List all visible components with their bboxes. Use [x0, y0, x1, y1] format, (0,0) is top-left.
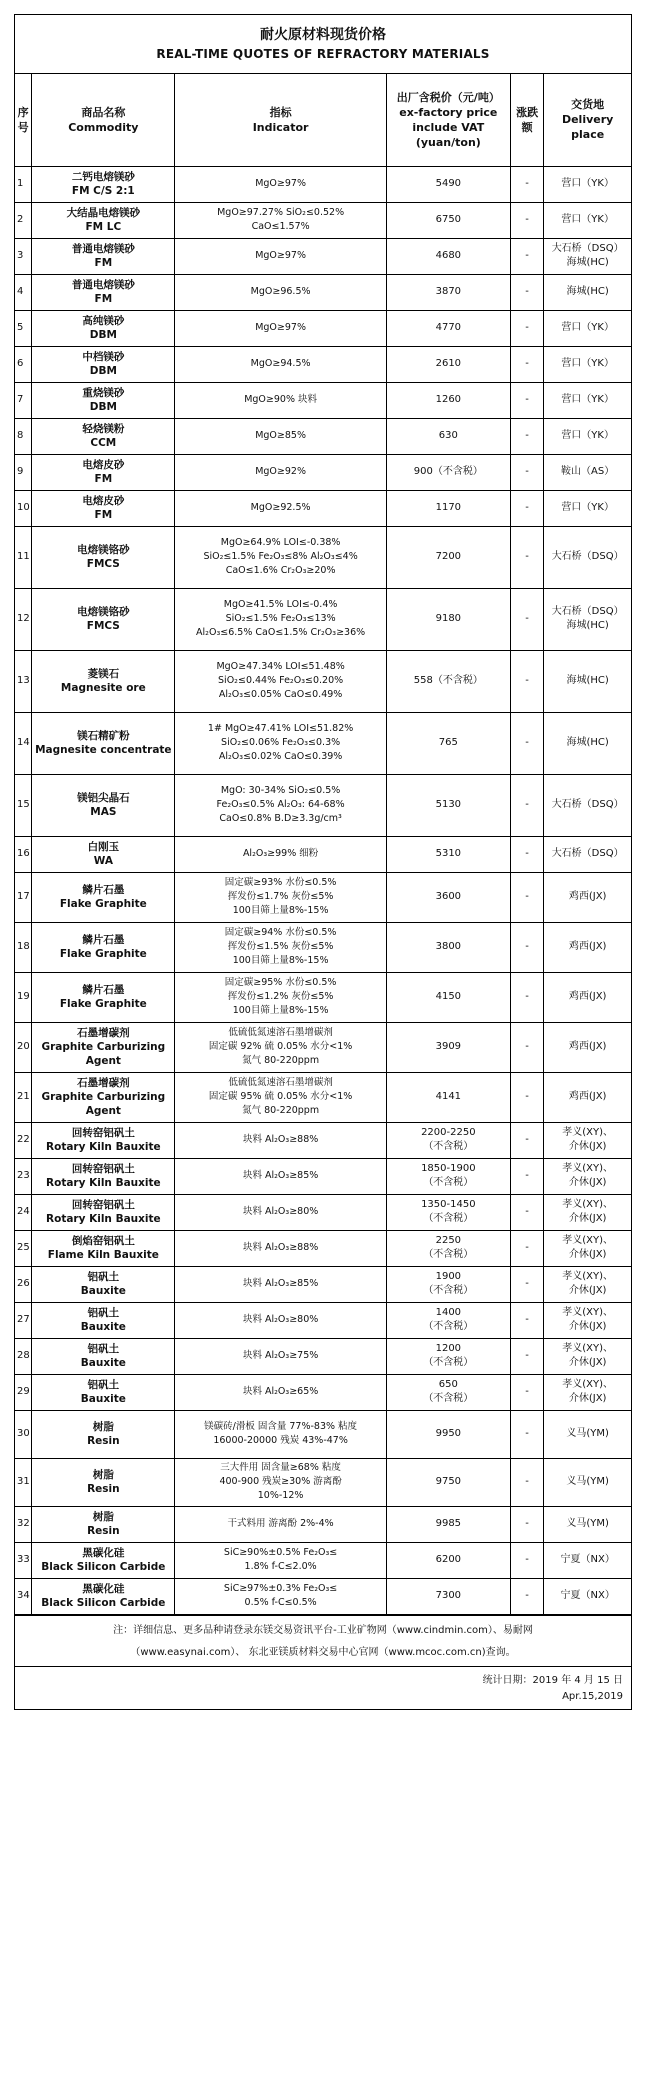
indicator: MgO≥64.9% LOI≤-0.38% SiO₂≤1.5% Fe₂O₃≤8% Al₂O₃≤4% CaO≤1.6% Cr₂O₃≥20% [175, 526, 386, 588]
price: 765 [386, 712, 510, 774]
footer-note [15, 1615, 631, 1666]
header-change: 涨跌 额 [510, 74, 543, 166]
table-row [15, 238, 631, 274]
price-change: - [510, 1458, 543, 1506]
price-change: - [510, 1578, 543, 1614]
row-number: 24 [15, 1194, 32, 1230]
indicator: MgO≥97% [175, 166, 386, 202]
delivery-place: 孝义(XY)、 介休(JX) [544, 1158, 631, 1194]
commodity-name: 黑碳化硅 Black Silicon Carbide [32, 1542, 175, 1578]
price-change: - [510, 1542, 543, 1578]
delivery-place: 大石桥（DSQ） [544, 774, 631, 836]
indicator: 固定碳≥94% 水份≤0.5% 挥发份≤1.5% 灰份≤5% 100目筛上量8%-15% [175, 922, 386, 972]
delivery-place: 营口（YK） [544, 202, 631, 238]
price-change: - [510, 1338, 543, 1374]
table-row [15, 712, 631, 774]
price: 9750 [386, 1458, 510, 1506]
commodity-name: 菱镁石 Magnesite ore [32, 650, 175, 712]
price: 7300 [386, 1578, 510, 1614]
table-row [15, 1542, 631, 1578]
indicator: 块料 Al₂O₃≥80% [175, 1194, 386, 1230]
row-number: 32 [15, 1506, 32, 1542]
price: 1350-1450 （不含税） [386, 1194, 510, 1230]
indicator: 块料 Al₂O₃≥85% [175, 1158, 386, 1194]
commodity-name: 电熔镁铬砂 FMCS [32, 526, 175, 588]
price-change: - [510, 346, 543, 382]
indicator: SiC≥90%±0.5% Fe₂O₃≤ 1.8% f-C≤2.0% [175, 1542, 386, 1578]
price: 1260 [386, 382, 510, 418]
footer-line-1: 注：详细信息、更多品种请登录东镁交易资讯平台-工业矿物网（www.cindmin.com）、易耐网 [113, 1624, 533, 1636]
price-change: - [510, 836, 543, 872]
row-number: 31 [15, 1458, 32, 1506]
price: 2610 [386, 346, 510, 382]
row-number: 11 [15, 526, 32, 588]
commodity-name: 石墨增碳剂 Graphite Carburizing Agent [32, 1022, 175, 1072]
delivery-place: 大石桥（DSQ） [544, 526, 631, 588]
delivery-place: 鸡西(JX) [544, 872, 631, 922]
table-row [15, 526, 631, 588]
commodity-name: 电熔镁铬砂 FMCS [32, 588, 175, 650]
row-number: 9 [15, 454, 32, 490]
row-number: 30 [15, 1410, 32, 1458]
commodity-name: 树脂 Resin [32, 1458, 175, 1506]
indicator: MgO≥97.27% SiO₂≤0.52% CaO≤1.57% [175, 202, 386, 238]
delivery-place: 大石桥（DSQ） [544, 836, 631, 872]
price-change: - [510, 588, 543, 650]
footer-line-2: （www.easynai.com）、 东北亚镁质材料交易中心官网（www.mcoc.com.cn)查询。 [130, 1646, 516, 1658]
row-number: 28 [15, 1338, 32, 1374]
row-number: 3 [15, 238, 32, 274]
row-number: 8 [15, 418, 32, 454]
price-change: - [510, 310, 543, 346]
price-change: - [510, 774, 543, 836]
price-change: - [510, 650, 543, 712]
delivery-place: 孝义(XY)、 介休(JX) [544, 1266, 631, 1302]
commodity-name: 白刚玉 WA [32, 836, 175, 872]
delivery-place: 营口（YK） [544, 382, 631, 418]
row-number: 23 [15, 1158, 32, 1194]
commodity-name: 回转窑铝矾土 Rotary Kiln Bauxite [32, 1194, 175, 1230]
delivery-place: 义马(YM) [544, 1410, 631, 1458]
table-row [15, 1338, 631, 1374]
table-row [15, 274, 631, 310]
price-change: - [510, 382, 543, 418]
price: 7200 [386, 526, 510, 588]
table-title [15, 15, 631, 74]
table-row [15, 1374, 631, 1410]
stats-date-zh: 统计日期：2019 年 4 月 15 日 [482, 1674, 623, 1686]
delivery-place: 鸡西(JX) [544, 922, 631, 972]
delivery-place: 营口（YK） [544, 310, 631, 346]
indicator: MgO≥92.5% [175, 490, 386, 526]
header-commodity: 商品名称 Commodity [32, 74, 175, 166]
price-table [15, 74, 631, 1615]
row-number: 18 [15, 922, 32, 972]
price: 5310 [386, 836, 510, 872]
delivery-place: 海城(HC) [544, 650, 631, 712]
price: 630 [386, 418, 510, 454]
indicator: 镁碳砖/滑板 固含量 77%-83% 粘度 16000-20000 残炭 43%-47% [175, 1410, 386, 1458]
delivery-place: 孝义(XY)、 介休(JX) [544, 1302, 631, 1338]
price-change: - [510, 1302, 543, 1338]
commodity-name: 铝矾土 Bauxite [32, 1338, 175, 1374]
indicator: 低硫低氮速溶石墨增碳剂 固定碳 92% 硫 0.05% 水分<1% 氮气 80-220ppm [175, 1022, 386, 1072]
indicator: 块料 Al₂O₃≥88% [175, 1122, 386, 1158]
price: 4150 [386, 972, 510, 1022]
row-number: 13 [15, 650, 32, 712]
row-number: 25 [15, 1230, 32, 1266]
commodity-name: 鳞片石墨 Flake Graphite [32, 972, 175, 1022]
indicator: 块料 Al₂O₃≥80% [175, 1302, 386, 1338]
row-number: 21 [15, 1072, 32, 1122]
price-change: - [510, 202, 543, 238]
table-row [15, 1022, 631, 1072]
price-change: - [510, 418, 543, 454]
price: 3800 [386, 922, 510, 972]
table-row [15, 1302, 631, 1338]
header-no: 序 号 [15, 74, 32, 166]
indicator: MgO≥41.5% LOI≤-0.4% SiO₂≤1.5% Fe₂O₃≤13% Al₂O₃≤6.5% CaO≤1.5% Cr₂O₃≥36% [175, 588, 386, 650]
title-zh: 耐火原材料现货价格 [260, 27, 386, 43]
indicator: 块料 Al₂O₃≥88% [175, 1230, 386, 1266]
price-change: - [510, 1266, 543, 1302]
price-change: - [510, 166, 543, 202]
commodity-name: 铝矾土 Bauxite [32, 1302, 175, 1338]
table-row [15, 836, 631, 872]
table-row [15, 1578, 631, 1614]
row-number: 5 [15, 310, 32, 346]
delivery-place: 营口（YK） [544, 490, 631, 526]
commodity-name: 鳞片石墨 Flake Graphite [32, 922, 175, 972]
price-table-frame [14, 14, 632, 1710]
table-row [15, 1266, 631, 1302]
price-change: - [510, 712, 543, 774]
indicator: 低硫低氮速溶石墨增碳剂 固定碳 95% 硫 0.05% 水分<1% 氮气 80-220ppm [175, 1072, 386, 1122]
price: 1900 （不含税） [386, 1266, 510, 1302]
indicator: 干式料用 游离酚 2%-4% [175, 1506, 386, 1542]
header-place: 交货地 Delivery place [544, 74, 631, 166]
indicator: MgO≥90% 块料 [175, 382, 386, 418]
price: 3600 [386, 872, 510, 922]
price: 9180 [386, 588, 510, 650]
table-row [15, 1230, 631, 1266]
row-number: 1 [15, 166, 32, 202]
commodity-name: 铝矾土 Bauxite [32, 1374, 175, 1410]
price-change: - [510, 274, 543, 310]
delivery-place: 宁夏（NX） [544, 1542, 631, 1578]
indicator: 块料 Al₂O₃≥85% [175, 1266, 386, 1302]
price: 1400 （不含税） [386, 1302, 510, 1338]
row-number: 16 [15, 836, 32, 872]
indicator: MgO: 30-34% SiO₂≤0.5% Fe₂O₃≤0.5% Al₂O₃: 64-68% CaO≤0.8% B.D≥3.3g/cm³ [175, 774, 386, 836]
price-change: - [510, 1122, 543, 1158]
table-row [15, 1158, 631, 1194]
table-row [15, 1506, 631, 1542]
table-row [15, 418, 631, 454]
indicator: MgO≥97% [175, 310, 386, 346]
commodity-name: 电熔皮砂 FM [32, 490, 175, 526]
indicator: 固定碳≥93% 水份≤0.5% 挥发份≤1.7% 灰份≤5% 100目筛上量8%-15% [175, 872, 386, 922]
table-row [15, 202, 631, 238]
price-change: - [510, 238, 543, 274]
delivery-place: 鸡西(JX) [544, 1022, 631, 1072]
commodity-name: 黑碳化硅 Black Silicon Carbide [32, 1578, 175, 1614]
price-change: - [510, 1022, 543, 1072]
price: 6750 [386, 202, 510, 238]
row-number: 7 [15, 382, 32, 418]
price: 9985 [386, 1506, 510, 1542]
commodity-name: 镁铝尖晶石 MAS [32, 774, 175, 836]
row-number: 6 [15, 346, 32, 382]
delivery-place: 孝义(XY)、 介休(JX) [544, 1122, 631, 1158]
row-number: 26 [15, 1266, 32, 1302]
price-change: - [510, 526, 543, 588]
price: 9950 [386, 1410, 510, 1458]
price-change: - [510, 490, 543, 526]
price: 558（不含税） [386, 650, 510, 712]
indicator: 块料 Al₂O₃≥75% [175, 1338, 386, 1374]
price-change: - [510, 922, 543, 972]
price: 4770 [386, 310, 510, 346]
row-number: 22 [15, 1122, 32, 1158]
delivery-place: 孝义(XY)、 介休(JX) [544, 1374, 631, 1410]
table-row [15, 588, 631, 650]
price: 5130 [386, 774, 510, 836]
delivery-place: 海城(HC) [544, 274, 631, 310]
table-row [15, 310, 631, 346]
price-change: - [510, 1374, 543, 1410]
table-row [15, 1458, 631, 1506]
price: 4680 [386, 238, 510, 274]
row-number: 12 [15, 588, 32, 650]
delivery-place: 营口（YK） [544, 166, 631, 202]
indicator: 三大件用 固含量≥68% 粘度 400-900 残炭≥30% 游离酚 10%-12% [175, 1458, 386, 1506]
indicator: 块料 Al₂O₃≥65% [175, 1374, 386, 1410]
indicator: 固定碳≥95% 水份≤0.5% 挥发份≤1.2% 灰份≤5% 100目筛上量8%-15% [175, 972, 386, 1022]
table-row [15, 650, 631, 712]
price-change: - [510, 1506, 543, 1542]
table-row [15, 1194, 631, 1230]
row-number: 10 [15, 490, 32, 526]
row-number: 17 [15, 872, 32, 922]
delivery-place: 鸡西(JX) [544, 1072, 631, 1122]
price-change: - [510, 872, 543, 922]
indicator: SiC≥97%±0.3% Fe₂O₃≤ 0.5% f-C≤0.5% [175, 1578, 386, 1614]
price-change: - [510, 1230, 543, 1266]
title-en: REAL-TIME QUOTES OF REFRACTORY MATERIALS [156, 47, 490, 61]
commodity-name: 铝矾土 Bauxite [32, 1266, 175, 1302]
commodity-name: 电熔皮砂 FM [32, 454, 175, 490]
row-number: 33 [15, 1542, 32, 1578]
delivery-place: 海城(HC) [544, 712, 631, 774]
commodity-name: 普通电熔镁砂 FM [32, 274, 175, 310]
price: 6200 [386, 1542, 510, 1578]
header-price: 出厂含税价（元/吨） ex-factory price include VAT (yuan/ton) [386, 74, 510, 166]
indicator: MgO≥96.5% [175, 274, 386, 310]
price-change: - [510, 1194, 543, 1230]
price: 4141 [386, 1072, 510, 1122]
table-row [15, 490, 631, 526]
indicator: Al₂O₃≥99% 细粉 [175, 836, 386, 872]
delivery-place: 义马(YM) [544, 1458, 631, 1506]
commodity-name: 高纯镁砂 DBM [32, 310, 175, 346]
delivery-place: 鸡西(JX) [544, 972, 631, 1022]
delivery-place: 营口（YK） [544, 418, 631, 454]
price: 1200 （不含税） [386, 1338, 510, 1374]
commodity-name: 二钙电熔镁砂 FM C/S 2:1 [32, 166, 175, 202]
commodity-name: 回转窑铝矾土 Rotary Kiln Bauxite [32, 1158, 175, 1194]
delivery-place: 大石桥（DSQ） 海城(HC) [544, 238, 631, 274]
commodity-name: 回转窑铝矾土 Rotary Kiln Bauxite [32, 1122, 175, 1158]
row-number: 4 [15, 274, 32, 310]
commodity-name: 树脂 Resin [32, 1410, 175, 1458]
delivery-place: 营口（YK） [544, 346, 631, 382]
commodity-name: 重烧镁砂 DBM [32, 382, 175, 418]
table-row [15, 346, 631, 382]
table-row [15, 972, 631, 1022]
table-row [15, 382, 631, 418]
row-number: 14 [15, 712, 32, 774]
price-change: - [510, 454, 543, 490]
header-row [15, 74, 631, 166]
row-number: 20 [15, 1022, 32, 1072]
indicator: MgO≥47.34% LOI≤51.48% SiO₂≤0.44% Fe₂O₃≤0.20% Al₂O₃≤0.05% CaO≤0.49% [175, 650, 386, 712]
delivery-place: 宁夏（NX） [544, 1578, 631, 1614]
header-indicator: 指标 Indicator [175, 74, 386, 166]
indicator: MgO≥92% [175, 454, 386, 490]
delivery-place: 大石桥（DSQ） 海城(HC) [544, 588, 631, 650]
table-row [15, 166, 631, 202]
indicator: MgO≥94.5% [175, 346, 386, 382]
delivery-place: 孝义(XY)、 介休(JX) [544, 1194, 631, 1230]
commodity-name: 镁石精矿粉 Magnesite concentrate [32, 712, 175, 774]
price-change: - [510, 1158, 543, 1194]
delivery-place: 义马(YM) [544, 1506, 631, 1542]
table-row [15, 1072, 631, 1122]
price: 1170 [386, 490, 510, 526]
row-number: 19 [15, 972, 32, 1022]
table-row [15, 454, 631, 490]
price: 900（不含税） [386, 454, 510, 490]
row-number: 29 [15, 1374, 32, 1410]
stats-date-en: Apr.15,2019 [562, 1690, 623, 1702]
commodity-name: 轻烧镁粉 CCM [32, 418, 175, 454]
price: 2200-2250 （不含税） [386, 1122, 510, 1158]
price: 5490 [386, 166, 510, 202]
row-number: 27 [15, 1302, 32, 1338]
table-row [15, 1410, 631, 1458]
row-number: 15 [15, 774, 32, 836]
commodity-name: 树脂 Resin [32, 1506, 175, 1542]
indicator: MgO≥97% [175, 238, 386, 274]
table-row [15, 872, 631, 922]
row-number: 34 [15, 1578, 32, 1614]
commodity-name: 倒焰窑铝矾土 Flame Kiln Bauxite [32, 1230, 175, 1266]
commodity-name: 鳞片石墨 Flake Graphite [32, 872, 175, 922]
commodity-name: 大结晶电熔镁砂 FM LC [32, 202, 175, 238]
price: 3870 [386, 274, 510, 310]
commodity-name: 普通电熔镁砂 FM [32, 238, 175, 274]
stats-date [15, 1666, 631, 1709]
price-change: - [510, 972, 543, 1022]
delivery-place: 孝义(XY)、 介休(JX) [544, 1338, 631, 1374]
table-row [15, 774, 631, 836]
indicator: MgO≥85% [175, 418, 386, 454]
price-change: - [510, 1072, 543, 1122]
table-body [15, 166, 631, 1614]
delivery-place: 孝义(XY)、 介休(JX) [544, 1230, 631, 1266]
table-row [15, 922, 631, 972]
price: 650 （不含税） [386, 1374, 510, 1410]
row-number: 2 [15, 202, 32, 238]
commodity-name: 中档镁砂 DBM [32, 346, 175, 382]
delivery-place: 鞍山（AS） [544, 454, 631, 490]
price: 1850-1900 （不含税） [386, 1158, 510, 1194]
commodity-name: 石墨增碳剂 Graphite Carburizing Agent [32, 1072, 175, 1122]
price: 3909 [386, 1022, 510, 1072]
table-row [15, 1122, 631, 1158]
indicator: 1# MgO≥47.41% LOI≤51.82% SiO₂≤0.06% Fe₂O₃≤0.3% Al₂O₃≤0.02% CaO≤0.39% [175, 712, 386, 774]
price-change: - [510, 1410, 543, 1458]
price: 2250 （不含税） [386, 1230, 510, 1266]
